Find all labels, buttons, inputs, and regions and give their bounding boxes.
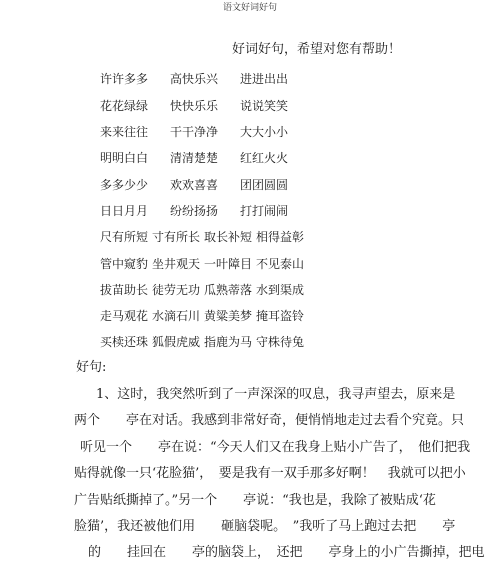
paragraph-line: 两个 亭在对话。我感到非常好奇，便悄悄地走过去看个究竟。只 [74, 413, 465, 428]
word: 许许多多 [100, 72, 149, 86]
word: 拔苗助长 [100, 283, 149, 297]
word: 守株待兔 [256, 335, 305, 349]
word: 红红火火 [240, 151, 289, 165]
word: 来来往往 [100, 125, 149, 139]
word: 说说笑笑 [240, 99, 289, 113]
word: 买椟还珠 [100, 335, 149, 349]
word: 明明白白 [100, 151, 149, 165]
word: 多多少少 [100, 178, 149, 192]
word: 团团圆圆 [240, 178, 289, 192]
word: 狐假虎威 [152, 335, 201, 349]
word: 相得益彰 [256, 230, 305, 244]
word: 瓜熟蒂落 [204, 283, 253, 297]
word: 高快乐兴 [170, 72, 219, 86]
word: 走马观花 [100, 309, 149, 323]
section-label: 好句: [76, 360, 107, 375]
word: 清清楚楚 [170, 151, 219, 165]
word: 取长补短 [204, 230, 253, 244]
word: 欢欢喜喜 [170, 178, 219, 192]
word: 尺有所短 [100, 230, 149, 244]
word: 一叶障目 [204, 257, 253, 271]
word: 寸有所长 [152, 230, 201, 244]
paragraph-line: 贴得就像一只‘花脸猫’， 要是我有一双手那多好啊！ 我就可以把小 [74, 466, 466, 481]
word: 黄粱美梦 [204, 309, 253, 323]
paragraph-line: 的 挂回在 亭的脑袋上， 还把 亭身上的小广告撕掉，把电 [88, 545, 485, 560]
word: 水滴石川 [152, 309, 201, 323]
word: 管中窥豹 [100, 257, 149, 271]
word: 日日月月 [100, 204, 149, 218]
word: 坐井观天 [152, 257, 201, 271]
word: 干干净净 [170, 125, 219, 139]
word: 花花绿绿 [100, 99, 149, 113]
word: 纷纷扬扬 [170, 204, 219, 218]
subtitle: 好词好句，希望对您有帮助！ [232, 42, 402, 57]
word: 快快乐乐 [170, 99, 219, 113]
word: 不见泰山 [256, 257, 305, 271]
word: 徒劳无功 [152, 283, 201, 297]
word: 大大小小 [240, 125, 289, 139]
word: 水到渠成 [256, 283, 305, 297]
paragraph-line: 1、这时，我突然听到了一声深深的叹息，我寻声望去，原来是 [96, 387, 456, 402]
word: 指鹿为马 [204, 335, 253, 349]
paragraph-line: 脸猫’，我还被他们用 砸脑袋呢。 ”我听了马上跑过去把 亭 [74, 519, 456, 534]
word: 掩耳盗铃 [256, 309, 305, 323]
paragraph-line: 听见一个 亭在说：“今天人们又在我身上贴小广告了， 他们把我 [80, 440, 471, 455]
word: 打打闹闹 [240, 204, 289, 218]
paragraph-line: 广告贴纸撕掉了。”另一个 亭说：“我也是，我除了被贴成‘花 [74, 493, 436, 508]
page-header: 语文好词好句 [222, 3, 277, 13]
word: 进进出出 [240, 72, 289, 86]
